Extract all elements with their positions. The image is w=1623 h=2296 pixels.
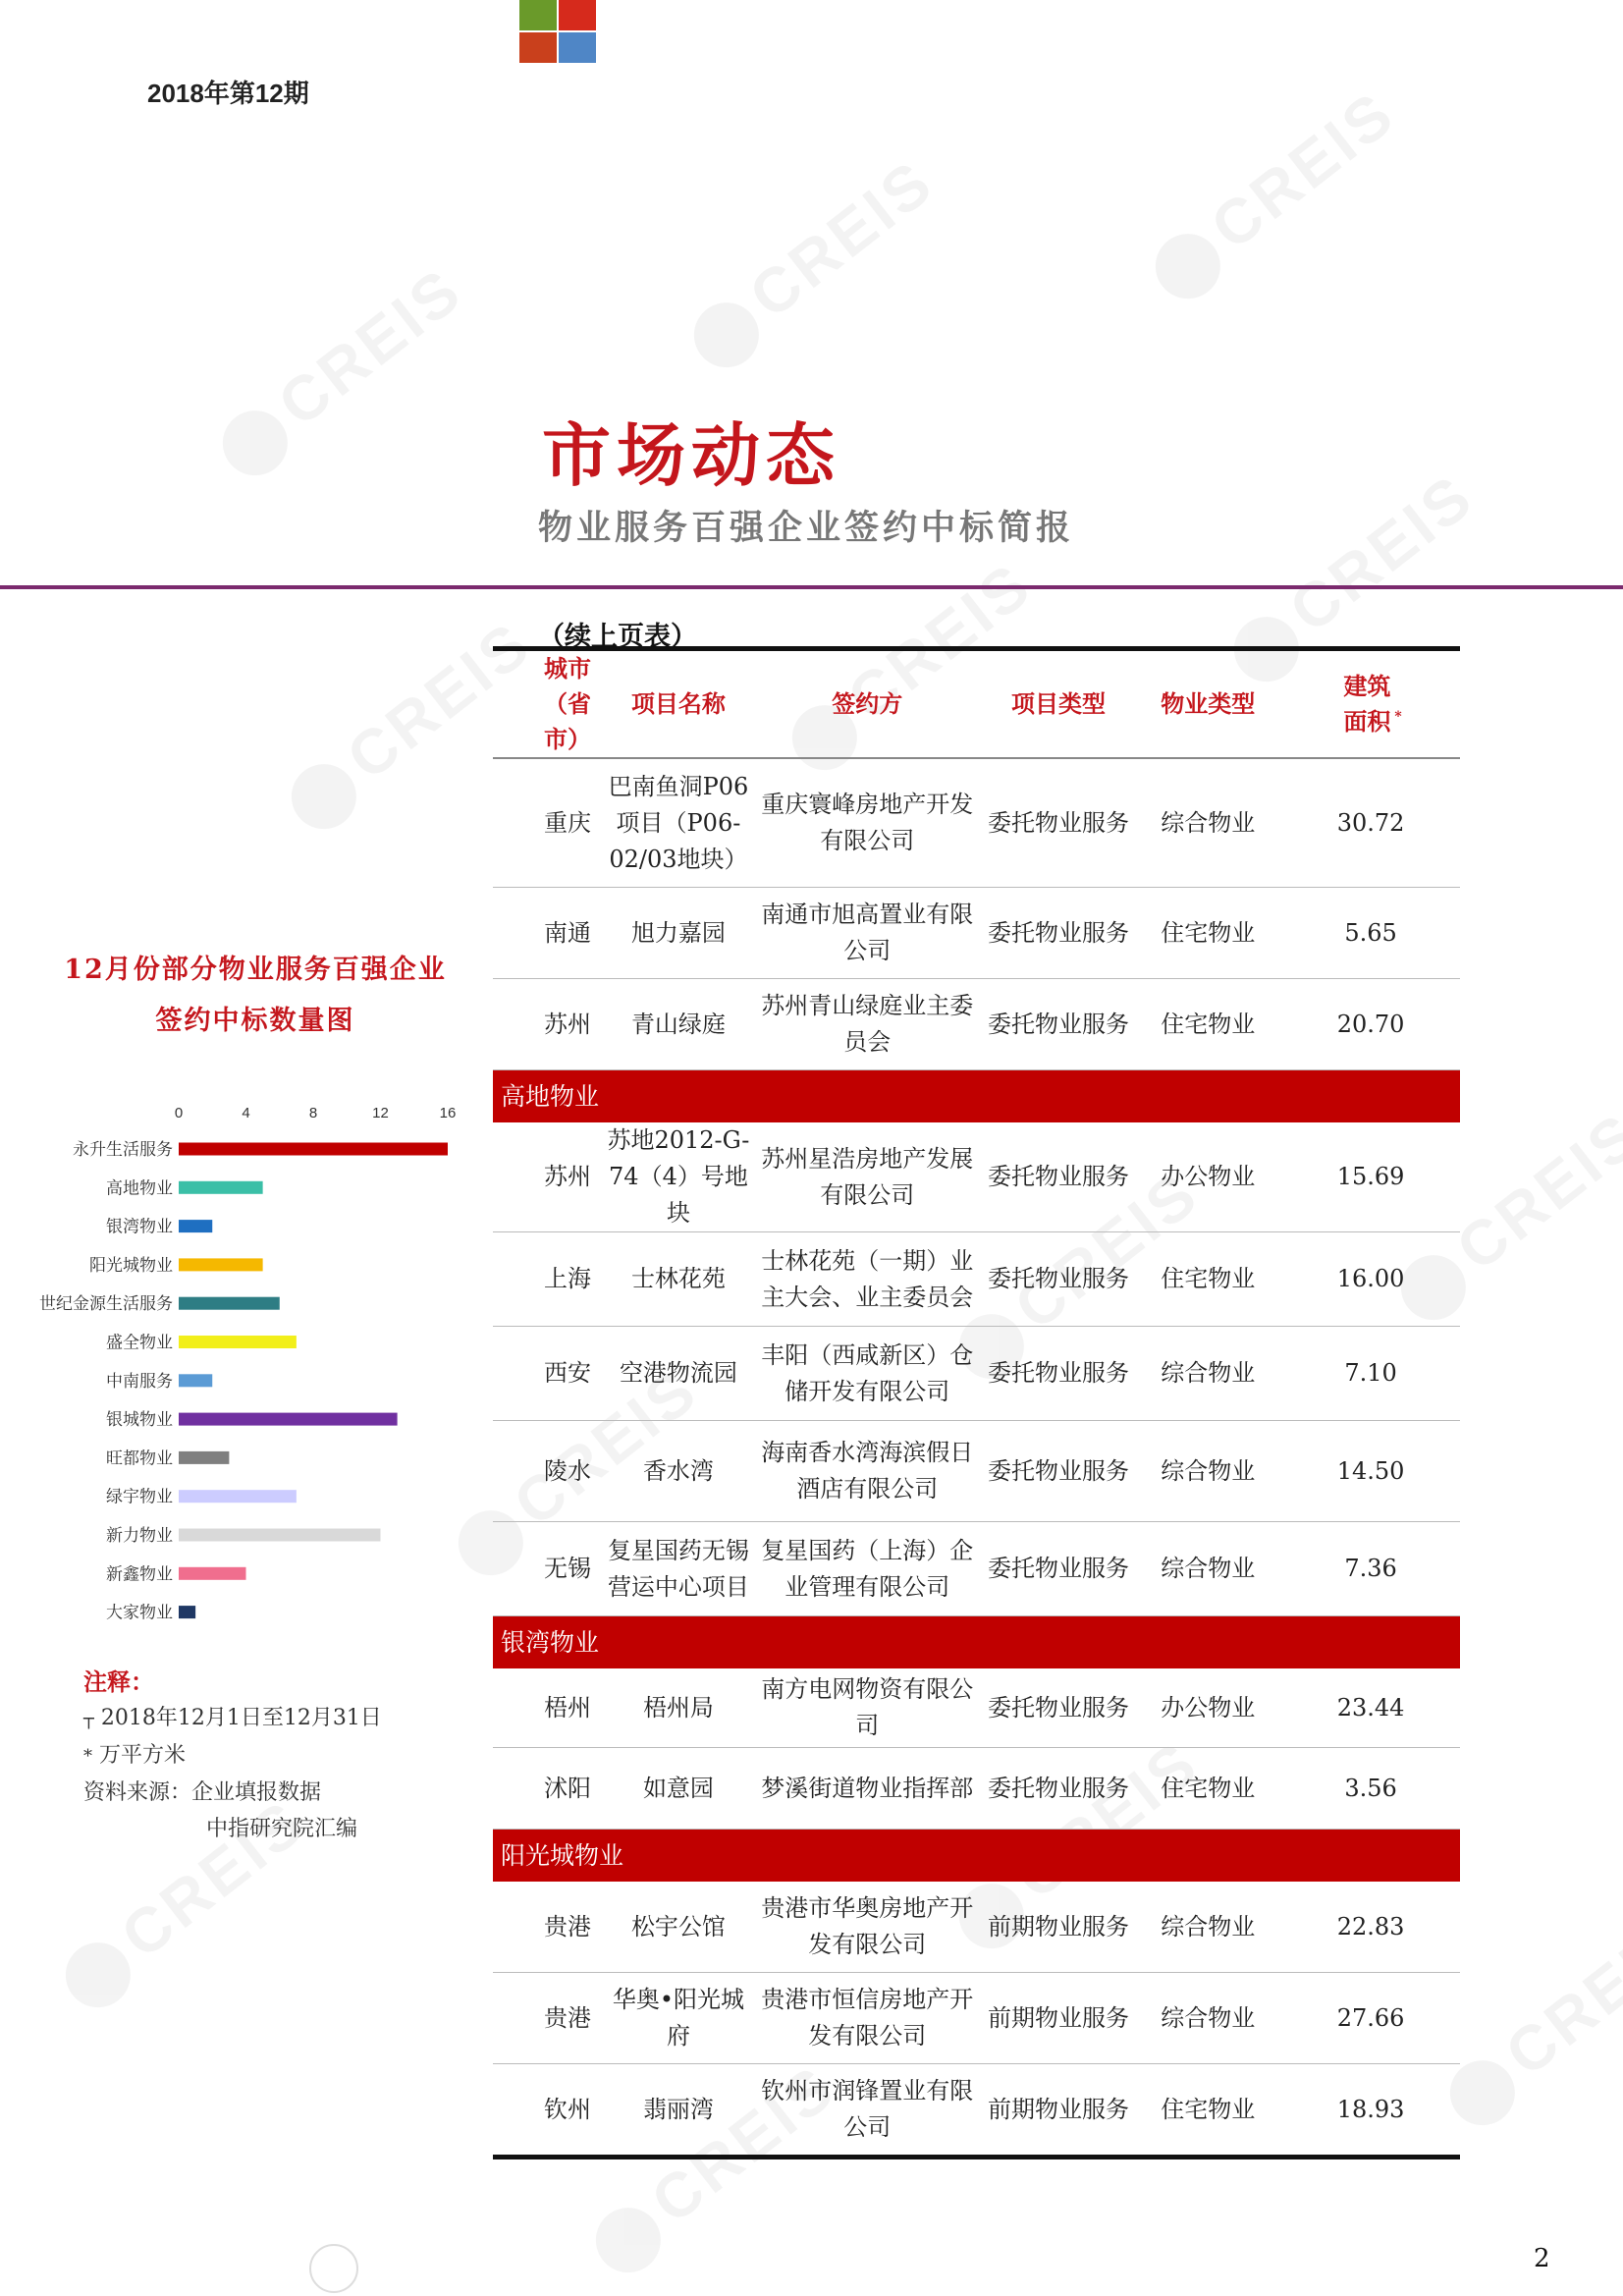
bar — [179, 1567, 246, 1580]
col-ptype: 项目类型 — [983, 649, 1135, 759]
cell-area: 16.00 — [1281, 1232, 1460, 1327]
bar — [179, 1220, 212, 1232]
cell-wtype: 办公物业 — [1134, 1668, 1281, 1748]
x-tick-label: 12 — [372, 1105, 389, 1121]
table-row — [493, 1882, 1460, 1973]
table-row — [493, 1327, 1460, 1421]
cell-city: 钦州 — [493, 2064, 605, 2158]
cell-ptype: 前期物业服务 — [983, 2064, 1135, 2158]
category-label: 永升生活服务 — [73, 1140, 173, 1160]
issue-label: 2018年第12期 — [147, 79, 309, 108]
note-source: 资料来源：企业填报数据 — [83, 1780, 322, 1805]
cell-party: 南方电网物资有限公司 — [752, 1668, 983, 1748]
table-header-row — [493, 649, 1460, 759]
x-tick-label: 0 — [174, 1105, 184, 1121]
cell-ptype: 委托物业服务 — [983, 1327, 1135, 1421]
cell-wtype: 办公物业 — [1134, 1122, 1281, 1232]
cell-area: 30.72 — [1281, 758, 1460, 888]
cell-party: 苏州星浩房地产发展有限公司 — [752, 1122, 983, 1232]
category-label: 新力物业 — [106, 1526, 173, 1546]
cell-party: 贵港市华奥房地产开发有限公司 — [752, 1882, 983, 1973]
cell-area: 27.66 — [1281, 1973, 1460, 2064]
cell-wtype: 综合物业 — [1134, 1421, 1281, 1522]
cell-project: 旭力嘉园 — [605, 888, 752, 979]
bar — [179, 1258, 263, 1271]
cell-ptype: 前期物业服务 — [983, 1973, 1135, 2064]
cell-wtype: 住宅物业 — [1134, 979, 1281, 1070]
cell-city: 贵港 — [493, 1882, 605, 1973]
col-wtype: 物业类型 — [1134, 649, 1281, 759]
col-area: 建筑面积 * — [1281, 649, 1460, 759]
category-label: 中南服务 — [106, 1371, 173, 1392]
cell-project: 空港物流园 — [605, 1327, 752, 1421]
cell-wtype: 住宅物业 — [1134, 1748, 1281, 1830]
col-party: 签约方 — [752, 649, 983, 759]
x-tick-label: 8 — [308, 1105, 318, 1121]
cell-city: 陵水 — [493, 1421, 605, 1522]
bar — [179, 1451, 229, 1464]
table-row — [493, 979, 1460, 1070]
cell-wtype: 住宅物业 — [1134, 2064, 1281, 2158]
cell-project: 如意园 — [605, 1748, 752, 1830]
cell-wtype: 综合物业 — [1134, 1973, 1281, 2064]
continued-note: （续上页表） — [538, 622, 697, 652]
cell-party: 贵港市恒信房地产开发有限公司 — [752, 1973, 983, 2064]
category-label: 银城物业 — [106, 1410, 173, 1431]
cell-city: 苏州 — [493, 1122, 605, 1232]
group-name: 高地物业 — [493, 1070, 1460, 1123]
cell-area: 7.10 — [1281, 1327, 1460, 1421]
seal-icon — [309, 2244, 358, 2293]
table-row — [493, 1522, 1460, 1616]
cell-area: 15.69 — [1281, 1122, 1460, 1232]
cell-party: 南通市旭高置业有限公司 — [752, 888, 983, 979]
col-project: 项目名称 — [605, 649, 752, 759]
table-row — [493, 1122, 1460, 1232]
cell-project: 士林花苑 — [605, 1232, 752, 1327]
cell-ptype: 委托物业服务 — [983, 1522, 1135, 1616]
cell-party: 复星国药（上海）企业管理有限公司 — [752, 1522, 983, 1616]
category-label: 新鑫物业 — [106, 1564, 173, 1585]
cell-project: 华奥•阳光城府 — [605, 1973, 752, 2064]
cell-party: 士林花苑（一期）业主大会、业主委员会 — [752, 1232, 983, 1327]
cell-city: 西安 — [493, 1327, 605, 1421]
cell-project: 巴南鱼洞P06项目（P06-02/03地块） — [605, 758, 752, 888]
cell-area: 18.93 — [1281, 2064, 1460, 2158]
bar — [179, 1143, 448, 1156]
cell-project: 苏地2012-G-74（4）号地块 — [605, 1122, 752, 1232]
cell-ptype: 委托物业服务 — [983, 1421, 1135, 1522]
cell-ptype: 前期物业服务 — [983, 1882, 1135, 1973]
col-city: 城市（省市） — [493, 649, 605, 759]
bar-chart — [20, 1098, 481, 1638]
cell-party: 梦溪街道物业指挥部 — [752, 1748, 983, 1830]
cell-ptype: 委托物业服务 — [983, 979, 1135, 1070]
bar — [179, 1297, 280, 1310]
cell-ptype: 委托物业服务 — [983, 888, 1135, 979]
cell-ptype: 委托物业服务 — [983, 1232, 1135, 1327]
table-row — [493, 1668, 1460, 1748]
cell-area: 7.36 — [1281, 1522, 1460, 1616]
cell-city: 沭阳 — [493, 1748, 605, 1830]
cell-city: 重庆 — [493, 758, 605, 888]
group-row — [493, 1830, 1460, 1883]
cell-city: 无锡 — [493, 1522, 605, 1616]
category-label: 高地物业 — [106, 1178, 173, 1199]
cell-project: 香水湾 — [605, 1421, 752, 1522]
table-row — [493, 888, 1460, 979]
category-label: 盛全物业 — [106, 1333, 173, 1353]
cell-ptype: 委托物业服务 — [983, 758, 1135, 888]
notes-title: 注释： — [83, 1667, 154, 1696]
note-line-2: * 万平方米 — [83, 1743, 187, 1768]
table-row — [493, 758, 1460, 888]
cell-wtype: 综合物业 — [1134, 1327, 1281, 1421]
cell-area: 3.56 — [1281, 1748, 1460, 1830]
cell-ptype: 委托物业服务 — [983, 1748, 1135, 1830]
x-tick-label: 4 — [242, 1105, 250, 1121]
logo-square-2 — [559, 0, 596, 30]
note-line-1: ┬ 2018年12月1日至12月31日 — [83, 1706, 382, 1730]
cell-party: 海南香水湾海滨假日酒店有限公司 — [752, 1421, 983, 1522]
notes — [83, 1664, 382, 1847]
category-label: 世纪金源生活服务 — [39, 1294, 173, 1315]
cell-area: 14.50 — [1281, 1421, 1460, 1522]
cell-party: 苏州青山绿庭业主委员会 — [752, 979, 983, 1070]
bid-table — [493, 646, 1460, 2159]
cell-wtype: 综合物业 — [1134, 758, 1281, 888]
cell-party: 丰阳（西咸新区）仓储开发有限公司 — [752, 1327, 983, 1421]
bar — [179, 1336, 297, 1348]
table-row — [493, 1421, 1460, 1522]
cell-ptype: 委托物业服务 — [983, 1122, 1135, 1232]
table-row — [493, 1748, 1460, 1830]
cell-party: 重庆寰峰房地产开发有限公司 — [752, 758, 983, 888]
bar — [179, 1490, 297, 1503]
cell-area: 23.44 — [1281, 1668, 1460, 1748]
cell-city: 苏州 — [493, 979, 605, 1070]
cell-city: 贵港 — [493, 1973, 605, 2064]
cell-area: 5.65 — [1281, 888, 1460, 979]
group-name: 银湾物业 — [493, 1616, 1460, 1669]
cell-wtype: 住宅物业 — [1134, 888, 1281, 979]
cell-city: 南通 — [493, 888, 605, 979]
cell-project: 青山绿庭 — [605, 979, 752, 1070]
cell-wtype: 综合物业 — [1134, 1882, 1281, 1973]
category-label: 大家物业 — [106, 1603, 173, 1623]
cell-city: 上海 — [493, 1232, 605, 1327]
cell-area: 20.70 — [1281, 979, 1460, 1070]
x-tick-label: 16 — [439, 1105, 457, 1121]
bar — [179, 1181, 263, 1194]
bar — [179, 1413, 398, 1426]
section-title: 市场动态 — [542, 414, 840, 496]
cell-project: 复星国药无锡营运中心项目 — [605, 1522, 752, 1616]
cell-ptype: 委托物业服务 — [983, 1668, 1135, 1748]
category-label: 绿宇物业 — [106, 1487, 173, 1507]
chart-title: 12月份部分物业服务百强企业签约中标数量图 — [64, 955, 447, 1036]
cell-city: 梧州 — [493, 1668, 605, 1748]
cell-area: 22.83 — [1281, 1882, 1460, 1973]
cell-project: 梧州局 — [605, 1668, 752, 1748]
section-subtitle: 物业服务百强企业签约中标简报 — [538, 508, 1075, 548]
table-row — [493, 2064, 1460, 2158]
cell-project: 松宇公馆 — [605, 1882, 752, 1973]
logo-square-1 — [519, 0, 557, 30]
bar — [179, 1529, 381, 1542]
bar — [179, 1374, 212, 1387]
cell-wtype: 住宅物业 — [1134, 1232, 1281, 1327]
page-number: 2 — [1534, 2244, 1550, 2273]
divider — [0, 585, 1623, 589]
cell-wtype: 综合物业 — [1134, 1522, 1281, 1616]
bar — [179, 1606, 195, 1618]
table-row — [493, 1973, 1460, 2064]
table-row — [493, 1232, 1460, 1327]
note-source-2: 中指研究院汇编 — [206, 1817, 358, 1841]
group-name: 阳光城物业 — [493, 1830, 1460, 1883]
category-label: 阳光城物业 — [89, 1255, 173, 1276]
category-label: 银湾物业 — [106, 1217, 173, 1237]
logo-square-3 — [519, 32, 557, 63]
logo-square-4 — [559, 32, 596, 63]
group-row — [493, 1070, 1460, 1123]
group-row — [493, 1616, 1460, 1669]
category-label: 旺都物业 — [106, 1449, 173, 1469]
cell-party: 钦州市润锋置业有限公司 — [752, 2064, 983, 2158]
cell-project: 翡丽湾 — [605, 2064, 752, 2158]
